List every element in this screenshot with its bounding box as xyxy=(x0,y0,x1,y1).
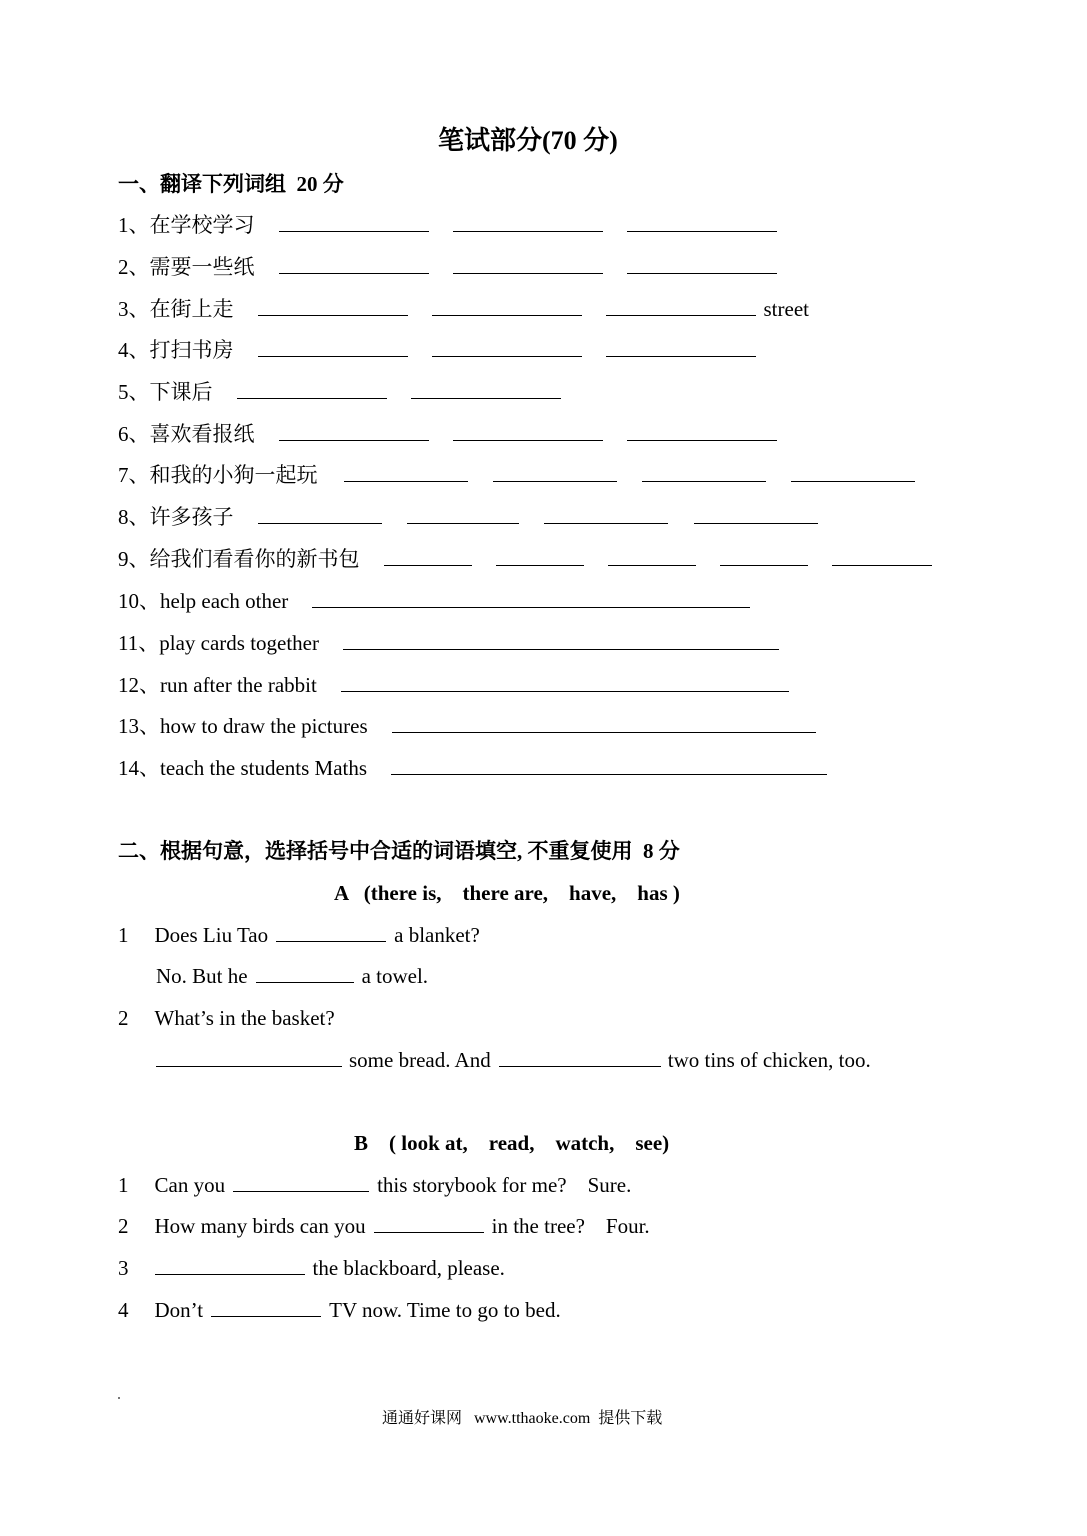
answer-blank[interactable] xyxy=(343,633,779,650)
section2-heading: 二、根据句意，选择括号中合适的词语填空, 不重复使用 8 分 xyxy=(118,839,680,863)
question-text: How many birds can you xyxy=(154,1214,366,1238)
answer-blank[interactable] xyxy=(258,340,408,357)
item-number: 11、 xyxy=(118,631,160,655)
part-b-q4 xyxy=(118,1300,561,1321)
answer-blank[interactable] xyxy=(493,465,617,482)
answer-blank[interactable] xyxy=(384,549,472,566)
item-text: how to draw the pictures xyxy=(160,714,368,738)
part-b-q3 xyxy=(118,1258,505,1279)
question-text: a towel. xyxy=(361,964,429,988)
question-text: Can you xyxy=(154,1173,226,1197)
answer-blank[interactable] xyxy=(606,340,756,357)
s1-item-3 xyxy=(118,299,809,320)
answer-blank[interactable] xyxy=(694,507,818,524)
answer-blank[interactable] xyxy=(276,925,386,942)
answer-blank[interactable] xyxy=(791,465,915,482)
s1-item-14 xyxy=(118,758,827,779)
question-text: some bread. And xyxy=(349,1048,491,1072)
answer-blank[interactable] xyxy=(544,507,668,524)
s1-item-2 xyxy=(118,257,777,278)
answer-blank[interactable] xyxy=(155,1258,305,1275)
answer-blank[interactable] xyxy=(499,1050,661,1067)
question-text: this storybook for me? Sure. xyxy=(377,1173,632,1197)
question-text: Does Liu Tao xyxy=(154,923,269,947)
item-text: 给我们看看你的新书包 xyxy=(149,547,360,571)
item-text: 在街上走 xyxy=(149,297,234,321)
s1-item-1 xyxy=(118,215,777,236)
item-number: 12、 xyxy=(118,673,160,697)
item-suffix: street xyxy=(763,297,809,321)
answer-blank[interactable] xyxy=(407,507,519,524)
part-b-q1 xyxy=(118,1175,631,1196)
item-text: 喜欢看报纸 xyxy=(149,422,255,446)
answer-blank[interactable] xyxy=(256,966,354,983)
s1-item-10 xyxy=(118,591,750,612)
question-text: What’s in the basket? xyxy=(154,1006,335,1030)
s1-item-4 xyxy=(118,340,756,361)
item-text: 在学校学习 xyxy=(149,213,255,237)
item-text: play cards together xyxy=(159,631,320,655)
answer-blank[interactable] xyxy=(374,1216,484,1233)
s1-item-12 xyxy=(118,675,789,696)
question-text: in the tree? Four. xyxy=(491,1214,650,1238)
answer-blank[interactable] xyxy=(411,382,561,399)
question-text: No. But he xyxy=(156,964,248,988)
question-text: the blackboard, please. xyxy=(312,1256,505,1280)
part-b-label: B ( look at, read, watch, see) xyxy=(354,1131,670,1155)
s1-item-13 xyxy=(118,716,816,737)
item-number: 4、 xyxy=(118,338,150,362)
answer-blank[interactable] xyxy=(279,257,429,274)
s1-item-6 xyxy=(118,424,777,445)
item-text: 下课后 xyxy=(149,380,213,404)
answer-blank[interactable] xyxy=(258,299,408,316)
s1-item-8 xyxy=(118,507,818,528)
item-number: 13、 xyxy=(118,714,160,738)
answer-blank[interactable] xyxy=(627,215,777,232)
item-number: 9、 xyxy=(118,547,150,571)
s1-item-5 xyxy=(118,382,561,403)
answer-blank[interactable] xyxy=(156,1050,342,1067)
answer-blank[interactable] xyxy=(627,257,777,274)
question-text: TV now. Time to go to bed. xyxy=(329,1298,561,1322)
answer-blank[interactable] xyxy=(496,549,584,566)
item-number: 7、 xyxy=(118,463,150,487)
part-a-q1 xyxy=(118,925,480,946)
question-text: a blanket? xyxy=(394,923,480,947)
answer-blank[interactable] xyxy=(233,1175,369,1192)
part-a-label: A (there is, there are, have, has ) xyxy=(334,881,680,905)
section1-heading: 一、翻译下列词组 20 分 xyxy=(118,172,344,196)
answer-blank[interactable] xyxy=(237,382,387,399)
item-number: 8、 xyxy=(118,505,150,529)
item-text: help each other xyxy=(160,589,289,613)
item-number: 6、 xyxy=(118,422,150,446)
answer-blank[interactable] xyxy=(720,549,808,566)
answer-blank[interactable] xyxy=(608,549,696,566)
answer-blank[interactable] xyxy=(279,424,429,441)
answer-blank[interactable] xyxy=(344,465,468,482)
answer-blank[interactable] xyxy=(258,507,382,524)
answer-blank[interactable] xyxy=(312,591,750,608)
item-text: 打扫书房 xyxy=(149,338,234,362)
s1-item-11 xyxy=(118,633,779,654)
item-text: 需要一些纸 xyxy=(149,255,255,279)
answer-blank[interactable] xyxy=(606,299,756,316)
question-number: 2 xyxy=(118,1006,129,1030)
page-title: 笔试部分(70 分) xyxy=(438,126,618,155)
answer-blank[interactable] xyxy=(211,1300,321,1317)
question-text: Don’t xyxy=(154,1298,204,1322)
item-number: 10、 xyxy=(118,589,160,613)
question-text: two tins of chicken, too. xyxy=(667,1048,871,1072)
answer-blank[interactable] xyxy=(432,299,582,316)
item-number: 1、 xyxy=(118,213,150,237)
item-text: run after the rabbit xyxy=(160,673,317,697)
part-a-q2-line2 xyxy=(156,1050,871,1071)
answer-blank[interactable] xyxy=(279,215,429,232)
scan-mark xyxy=(118,1397,120,1399)
item-number: 3、 xyxy=(118,297,150,321)
question-number: 1 xyxy=(118,1173,129,1197)
answer-blank[interactable] xyxy=(642,465,766,482)
answer-blank[interactable] xyxy=(392,716,816,733)
answer-blank[interactable] xyxy=(432,340,582,357)
answer-blank[interactable] xyxy=(453,424,603,441)
part-b-q2 xyxy=(118,1216,650,1237)
item-text: 和我的小狗一起玩 xyxy=(149,463,318,487)
answer-blank[interactable] xyxy=(627,424,777,441)
item-number: 5、 xyxy=(118,380,150,404)
s1-item-7 xyxy=(118,465,915,486)
item-text: 许多孩子 xyxy=(149,505,234,529)
question-number: 2 xyxy=(118,1214,129,1238)
answer-blank[interactable] xyxy=(391,758,827,775)
part-a-q2 xyxy=(118,1008,335,1029)
answer-blank[interactable] xyxy=(832,549,932,566)
question-number: 3 xyxy=(118,1256,129,1280)
item-text: teach the students Maths xyxy=(160,756,368,780)
question-number: 4 xyxy=(118,1298,129,1322)
item-number: 2、 xyxy=(118,255,150,279)
item-number: 14、 xyxy=(118,756,160,780)
part-a-q1-line2 xyxy=(156,966,428,987)
footer-credit: 通通好课网 www.tthaoke.com 提供下载 xyxy=(382,1410,663,1427)
answer-blank[interactable] xyxy=(453,257,603,274)
s1-item-9 xyxy=(118,549,932,570)
answer-blank[interactable] xyxy=(341,675,789,692)
question-number: 1 xyxy=(118,923,129,947)
answer-blank[interactable] xyxy=(453,215,603,232)
